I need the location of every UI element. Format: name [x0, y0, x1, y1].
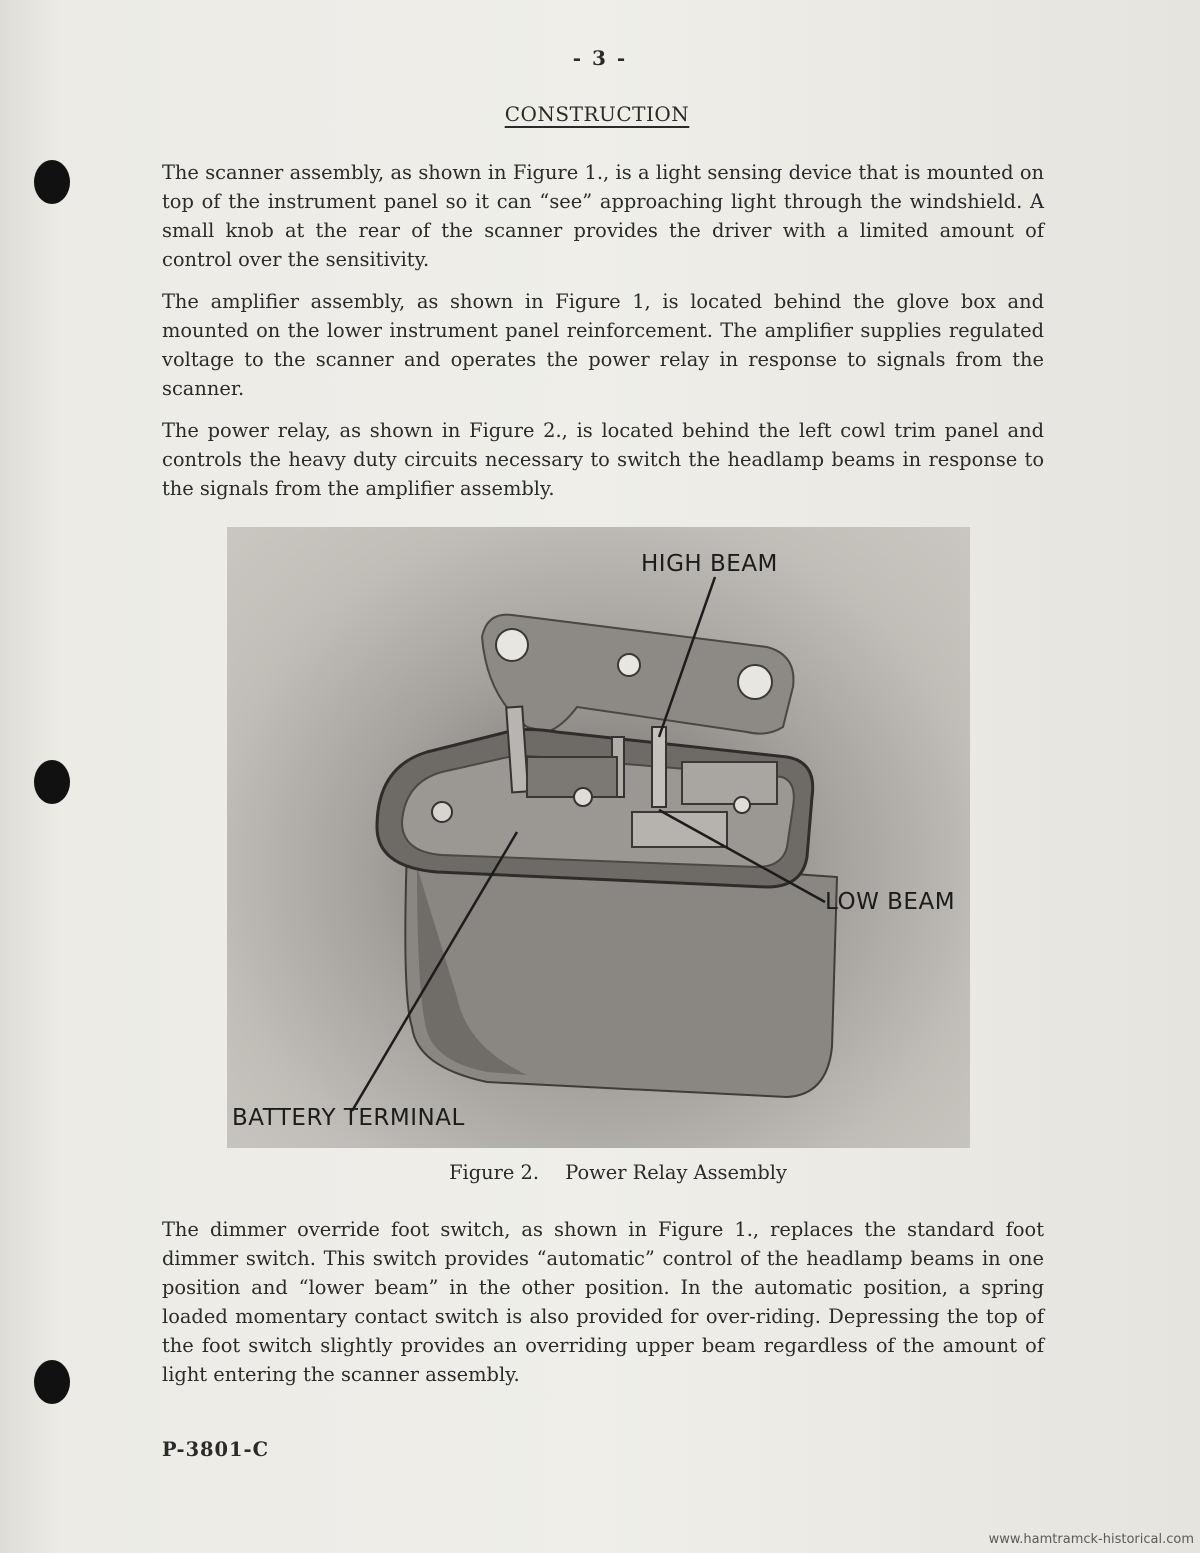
binder-hole — [34, 160, 70, 204]
section-heading: CONSTRUCTION — [504, 102, 690, 126]
document-code: P-3801-C — [162, 1438, 270, 1461]
binder-hole — [34, 1360, 70, 1404]
paragraph-scanner: The scanner assembly, as shown in Figure 1., is a light sensing device that is mounted on top of the instrument panel so it can “see” approaching light through the windshield. A small knob at the rear of the scanner provides the driver with a limited amount of control over the sensitivity. — [162, 161, 1044, 271]
figure-caption-label: Figure 2. — [449, 1161, 540, 1184]
callout-low-beam: LOW BEAM — [825, 889, 956, 915]
binder-hole — [34, 760, 70, 804]
relay-illustration — [227, 527, 970, 1148]
figure-2-photo — [227, 527, 970, 1148]
page-number: - 3 - — [572, 46, 628, 70]
website-watermark[interactable]: www.hamtramck-historical.com — [988, 1532, 1194, 1547]
callout-high-beam: HIGH BEAM — [641, 551, 778, 577]
paragraph-foot-switch: The dimmer override foot switch, as shown in Figure 1., replaces the standard foot dimmer switch. This switch provides “automatic” control of the headlamp beams in one position and “lower beam” in the other position. In the automatic position, a spring loaded momentary contact switch is also provided for over-riding. Depressing the top of the foot switch slightly provides an overriding upper beam regardless of the amount of light entering the scanner assembly. — [162, 1218, 1044, 1386]
callout-battery-terminal: BATTERY TERMINAL — [232, 1105, 465, 1131]
paragraph-amplifier: The amplifier assembly, as shown in Figure 1, is located behind the glove box and mounted on the lower instrument panel reinforcement. The amplifier supplies regulated voltage to the scanner and operates the power relay in response to signals from the scanner. — [162, 290, 1044, 400]
paragraph-power-relay: The power relay, as shown in Figure 2., is located behind the left cowl trim panel and controls the heavy duty circuits necessary to switch the headlamp beams in response to the signals from the amplifier assembly. — [162, 419, 1044, 500]
figure-caption-title: Power Relay Assembly — [565, 1161, 787, 1184]
figure-caption — [0, 1161, 1200, 1184]
